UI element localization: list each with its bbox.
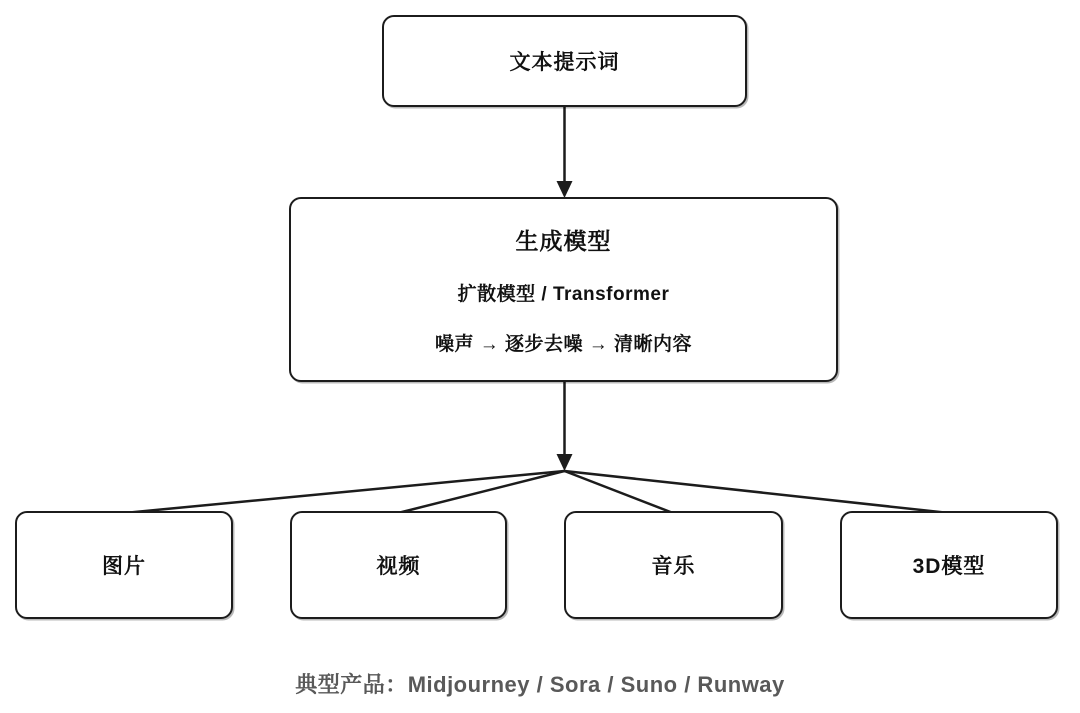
node-generative-model <box>289 197 838 382</box>
fan-line-to-video <box>398 471 565 513</box>
node-generative-model-process: 噪声 → 逐步去噪 → 清晰内容 <box>434 334 693 355</box>
arrow-prompt-to-model-icon <box>557 106 573 198</box>
node-output-3d-model <box>840 511 1058 619</box>
node-output-video-label: 视频 <box>376 555 421 578</box>
arrow-model-to-outputs-icon <box>557 381 573 471</box>
node-text-prompt <box>382 15 747 107</box>
fan-line-to-image <box>124 471 565 513</box>
node-output-music <box>564 511 783 619</box>
node-generative-model-subtitle: 扩散模型 / Transformer <box>457 284 670 305</box>
node-output-image <box>15 511 233 619</box>
node-output-video <box>290 511 507 619</box>
caption-typical-products: 典型产品：Midjourney / Sora / Suno / Runway <box>295 672 785 697</box>
node-text-prompt-label: 文本提示词 <box>509 51 620 74</box>
node-generative-model-title: 生成模型 <box>515 228 612 254</box>
node-output-music-label: 音乐 <box>651 555 696 578</box>
node-output-3d-model-label: 3D模型 <box>912 555 986 578</box>
node-output-image-label: 图片 <box>102 555 146 578</box>
fan-lines <box>124 471 949 513</box>
